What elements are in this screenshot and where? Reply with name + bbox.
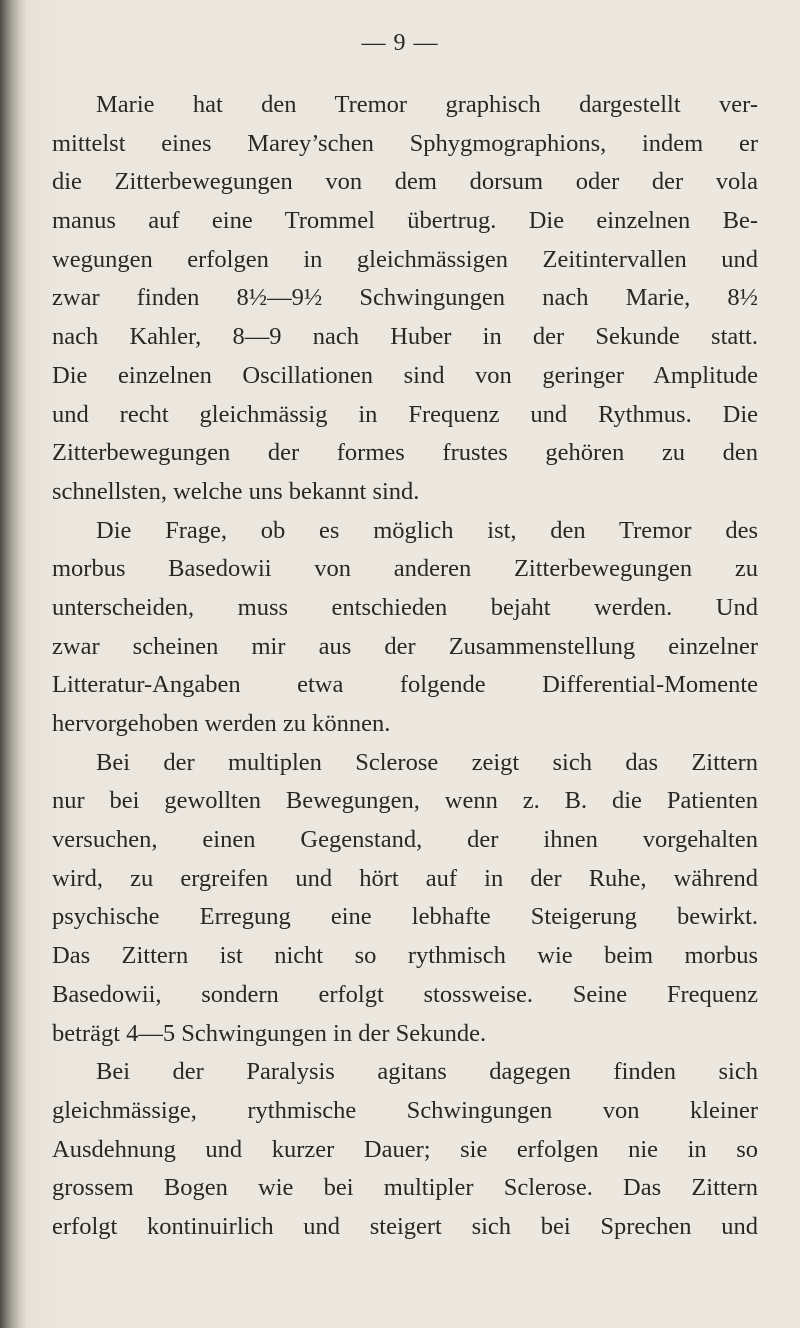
text-line: gleichmässige, rythmische Schwingungen von kleiner [52, 1096, 758, 1124]
text-line: mittelst eines Marey’schen Sphygmographions, indem er [52, 129, 758, 157]
text-line: wird, zu ergreifen und hört auf in der Ruhe, während [52, 864, 758, 892]
text-line: morbus Basedowii von anderen Zitterbewegungen zu [52, 555, 758, 583]
text-line: hervorgehoben werden zu können. [52, 710, 391, 737]
text-line: wegungen erfolgen in gleichmässigen Zeitintervallen und [52, 245, 758, 273]
text-line: zwar finden 8½—9½ Schwingungen nach Marie, 8½ [52, 284, 758, 312]
text-line: Bei der Paralysis agitans dagegen finden sich [96, 1058, 758, 1086]
body-text [52, 86, 758, 1247]
text-line: Bei der multiplen Sclerose zeigt sich das Zittern [96, 748, 758, 776]
text-line: beträgt 4—5 Schwingungen in der Sekunde. [52, 1019, 487, 1047]
text-line: Ausdehnung und kurzer Dauer; sie erfolgen nie in so [52, 1135, 758, 1163]
text-line: erfolgt kontinuirlich und steigert sich bei Sprechen und [52, 1212, 758, 1240]
paragraph-2 [52, 512, 758, 744]
text-line: nur bei gewollten Bewegungen, wenn z. B. die Patienten [52, 787, 758, 815]
text-line: psychische Erregung eine lebhafte Steigerung bewirkt. [52, 903, 758, 931]
text-line: Litteratur-Angaben etwa folgende Differential-Momente [52, 671, 758, 699]
paragraph-3 [52, 744, 758, 1054]
text-line: Das Zittern ist nicht so rythmisch wie beim morbus [52, 942, 758, 970]
text-line: Marie hat den Tremor graphisch dargestellt ver- [96, 91, 758, 118]
text-line: Die Frage, ob es möglich ist, den Tremor des [96, 516, 758, 544]
text-line: Die einzelnen Oscillationen sind von geringer Amplitude [52, 361, 758, 389]
text-line: manus auf eine Trommel übertrug. Die einzelnen Be- [52, 207, 758, 235]
text-line: Zitterbewegungen der formes frustes gehören zu den [52, 439, 758, 467]
text-line: unterscheiden, muss entschieden bejaht werden. Und [52, 593, 758, 621]
text-line: die Zitterbewegungen von dem dorsum oder der vola [52, 168, 758, 196]
text-line: nach Kahler, 8—9 nach Huber in der Sekunde statt. [52, 323, 758, 351]
page-number: — 9 — [361, 30, 439, 56]
book-binding-edge [0, 0, 26, 1328]
paragraph-4 [52, 1053, 758, 1246]
text-line: grossem Bogen wie bei multipler Sclerose. Das Zittern [52, 1174, 758, 1202]
text-line: schnellsten, welche uns bekannt sind. [52, 477, 420, 505]
text-line: zwar scheinen mir aus der Zusammenstellung einzelner [52, 632, 758, 660]
text-line: versuchen, einen Gegenstand, der ihnen vorgehalten [52, 826, 758, 854]
paragraph-1 [52, 86, 758, 512]
text-line: Basedowii, sondern erfolgt stossweise. Seine Frequenz [52, 980, 758, 1008]
text-line: und recht gleichmässig in Frequenz und Rythmus. Die [52, 400, 758, 428]
